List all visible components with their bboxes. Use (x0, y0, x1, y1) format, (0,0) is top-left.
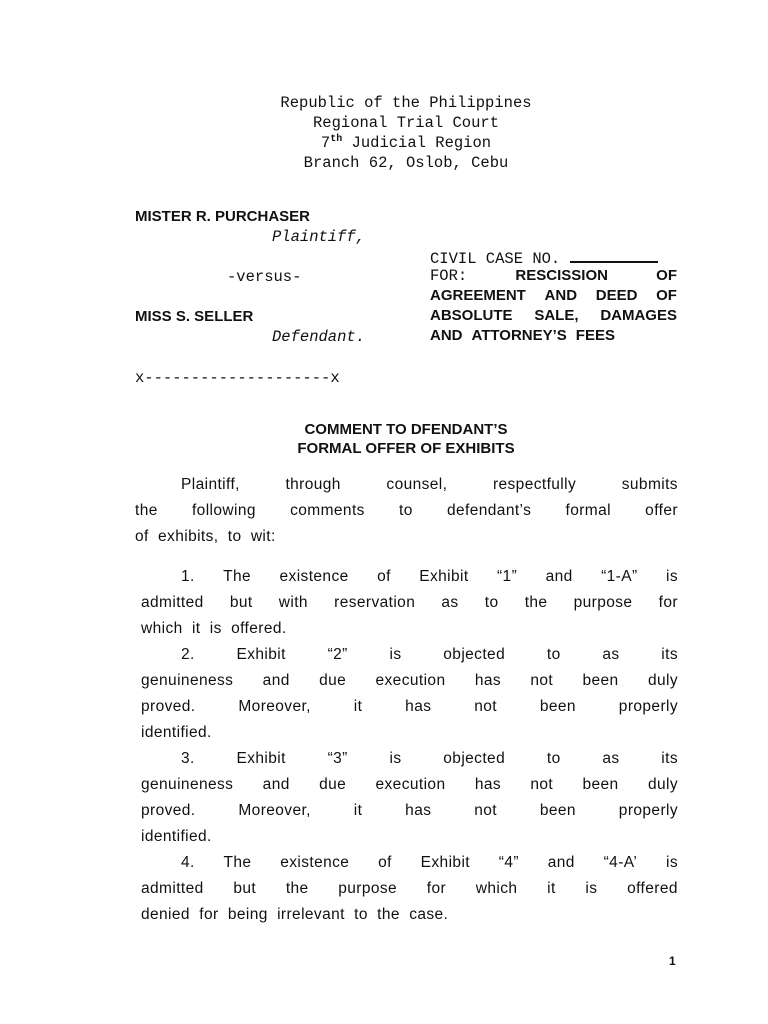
word: existence (279, 568, 349, 585)
for-line-3 (430, 306, 677, 326)
word: Exhibit (420, 854, 470, 871)
items-line (141, 668, 678, 694)
word: 4. (181, 854, 195, 871)
civil-case-number (430, 248, 658, 268)
word: admitted (141, 594, 204, 611)
word: and (262, 776, 290, 793)
word: purpose (338, 880, 398, 897)
case-number-blank (570, 248, 658, 263)
for-label: FOR: (430, 267, 468, 285)
word: been (582, 776, 619, 793)
intro-line (135, 524, 678, 550)
word: denied (141, 906, 190, 923)
region-ordinal: th (330, 133, 343, 145)
region-number: 7 (320, 134, 331, 152)
word: “3” (327, 750, 348, 767)
word: but (229, 594, 253, 611)
word: has (405, 698, 432, 715)
intro-line (181, 472, 678, 498)
word: purpose (573, 594, 633, 611)
defendant-name: MISS S. SELLER (135, 308, 254, 325)
plaintiff-role: Plaintiff, (272, 228, 366, 246)
word: to (354, 906, 368, 923)
word: “1-A” (601, 568, 638, 585)
for-word: ATTORNEY’S (471, 327, 567, 344)
word: existence (280, 854, 350, 871)
word: case. (409, 906, 449, 923)
word: “1” (497, 568, 518, 585)
word: “2” (327, 646, 348, 663)
word: The (223, 854, 252, 871)
word: the (524, 594, 548, 611)
for-word: DAMAGES (600, 307, 677, 324)
caption-republic: Republic of the Philippines (280, 94, 532, 112)
versus-label: -versus- (227, 268, 302, 286)
word: its (661, 646, 678, 663)
word: due (319, 776, 347, 793)
items-line (141, 616, 678, 642)
word: proved. (141, 698, 196, 715)
word: not (474, 698, 497, 715)
word: reservation (334, 594, 416, 611)
word: Exhibit (236, 750, 286, 767)
for-word: FEES (575, 327, 615, 344)
court-caption (0, 93, 768, 173)
word: properly (618, 698, 678, 715)
word: as (602, 750, 620, 767)
word: not (530, 776, 554, 793)
word: it (353, 698, 363, 715)
word: 2. (181, 646, 195, 663)
word: which (141, 620, 183, 637)
items-line (141, 824, 678, 850)
for-word: ABSOLUTE (430, 307, 513, 324)
word: identified. (141, 724, 212, 741)
word: for (658, 594, 678, 611)
word: genuineness (141, 672, 234, 689)
word: offered (627, 880, 678, 897)
word: execution (375, 672, 446, 689)
for-word: AND (430, 327, 463, 344)
word: the (377, 906, 400, 923)
word: not (474, 802, 497, 819)
word: comments (290, 502, 365, 519)
word: and (545, 568, 573, 585)
word: the (285, 880, 309, 897)
case-subject (430, 266, 677, 346)
word: it (191, 620, 201, 637)
civil-case-label: CIVIL CASE NO. (430, 250, 561, 268)
word: objected (443, 646, 506, 663)
word: proved. (141, 802, 196, 819)
word: for (199, 906, 219, 923)
word: with (278, 594, 308, 611)
word: through (285, 476, 341, 493)
for-line-2 (430, 286, 677, 306)
for-word: RESCISSION (515, 267, 608, 284)
word: it (353, 802, 363, 819)
word: been (539, 802, 576, 819)
for-word: OF (656, 267, 677, 284)
word: is (209, 620, 222, 637)
word: has (474, 776, 502, 793)
word: and (547, 854, 575, 871)
word: irrelevant (277, 906, 345, 923)
word: not (530, 672, 554, 689)
for-line-1 (430, 266, 677, 286)
word: is (389, 646, 402, 663)
word: is (665, 854, 678, 871)
word: formal (565, 502, 611, 519)
items-line (141, 720, 678, 746)
word: offered. (231, 620, 287, 637)
word: and (262, 672, 290, 689)
word: to (399, 502, 413, 519)
word: as (441, 594, 459, 611)
word: as (602, 646, 620, 663)
word: following (191, 502, 256, 519)
for-word: SALE, (534, 307, 579, 324)
word: Exhibit (419, 568, 469, 585)
items-line (141, 876, 678, 902)
word: to (546, 750, 561, 767)
items-line (141, 694, 678, 720)
word: 1. (181, 568, 195, 585)
word: The (223, 568, 252, 585)
word: is (389, 750, 402, 767)
word: 3. (181, 750, 195, 767)
for-word: OF (656, 287, 677, 304)
caption-region (0, 133, 768, 153)
word: but (233, 880, 257, 897)
word: respectfully (492, 476, 577, 493)
items-line (141, 590, 678, 616)
word: offer (645, 502, 678, 519)
word: for (426, 880, 447, 897)
word: identified. (141, 828, 212, 845)
word: to (484, 594, 499, 611)
word: its (661, 750, 678, 767)
page-number: 1 (669, 954, 676, 968)
word: of (377, 568, 391, 585)
word: wit: (250, 528, 276, 545)
caption-branch: Branch 62, Oslob, Cebu (303, 154, 509, 172)
word: to (546, 646, 561, 663)
caption-court: Regional Trial Court (312, 114, 500, 132)
caption-separator: x--------------------x (135, 369, 340, 387)
word: has (405, 802, 432, 819)
word: genuineness (141, 776, 234, 793)
items-line (141, 772, 678, 798)
for-word: AGREEMENT (430, 287, 526, 304)
word: of (378, 854, 392, 871)
word: it (547, 880, 556, 897)
word: exhibits, (158, 528, 219, 545)
word: has (474, 672, 502, 689)
items-line (181, 642, 678, 668)
word: execution (375, 776, 446, 793)
word: is (665, 568, 678, 585)
title-line-2: FORMAL OFFER OF EXHIBITS (297, 440, 515, 457)
document-title (0, 420, 768, 458)
word: Plaintiff, (181, 476, 240, 493)
items-line (141, 798, 678, 824)
word: admitted (141, 880, 204, 897)
word: due (319, 672, 347, 689)
for-word: AND (544, 287, 578, 304)
word: defendant’s (446, 502, 532, 519)
defendant-role: Defendant. (272, 328, 366, 346)
intro-line (135, 498, 678, 524)
items-line (181, 564, 678, 590)
word: being (227, 906, 268, 923)
word: been (539, 698, 576, 715)
word: which (475, 880, 518, 897)
plaintiff-name: MISTER R. PURCHASER (135, 208, 311, 225)
items-line (181, 746, 678, 772)
word: Exhibit (236, 646, 286, 663)
word: Moreover, (238, 802, 311, 819)
word: “4” (498, 854, 519, 871)
word: of (135, 528, 149, 545)
word: properly (618, 802, 678, 819)
region-text: Judicial Region (342, 134, 492, 152)
word: submits (621, 476, 678, 493)
word: “4-A’ (603, 854, 638, 871)
for-word: DEED (595, 287, 638, 304)
word: the (135, 502, 158, 519)
word: duly (647, 672, 678, 689)
word: is (585, 880, 598, 897)
items-line (141, 902, 678, 928)
word: to (227, 528, 242, 545)
word: objected (443, 750, 506, 767)
items-line (181, 850, 678, 876)
word: duly (647, 776, 678, 793)
word: Moreover, (238, 698, 311, 715)
title-line-1: COMMENT TO DFENDANT’S (304, 421, 508, 438)
for-line-4 (430, 326, 677, 346)
word: counsel, (386, 476, 448, 493)
word: been (582, 672, 619, 689)
